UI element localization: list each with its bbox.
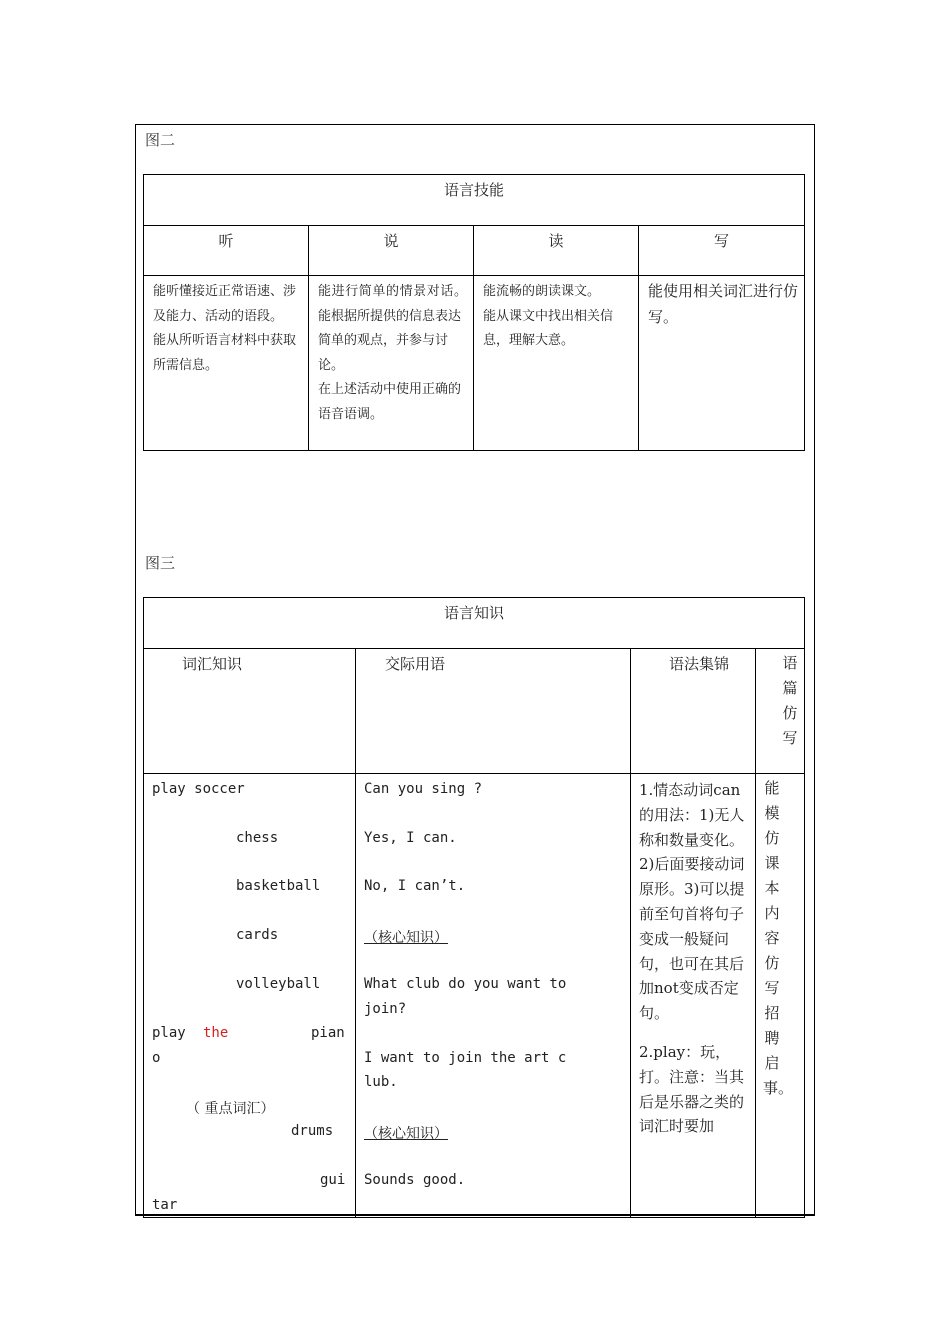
listen-cell [144,276,309,451]
vocab-cards: cards [236,927,279,943]
language-knowledge-table [143,597,805,1218]
language-skills-table [143,174,805,451]
speak-point-1: 能进行简单的情景对话。 [318,284,467,299]
header-grammar: 语法集锦 [631,649,756,774]
header-writing: 语篇仿写 [782,654,798,747]
header-write: 写 [639,226,805,276]
vocab-o: o [152,1050,161,1066]
expr-no-i-cant: No, I can’t. [364,878,466,894]
write-cell: 能使用相关词汇进行仿写。 [639,276,805,451]
vocab-gui: gui [320,1172,346,1188]
skills-title: 语言技能 [144,175,805,226]
read-point-2: 能从课文中找出相关信息，理解大意。 [483,308,614,348]
expressions-cell [356,774,631,1218]
grammar-cell [631,774,756,1218]
grammar-point-1: 1.情态动词can的用法：1)无人称和数量变化。2)后面要接动词原形。3)可以提前至句首将句子变成一般疑问句，也可在其后加not变成否定句。 [639,781,745,1023]
vocab-pian: pian [311,1025,345,1041]
vocab-the: the [203,1025,229,1041]
header-vocab: 词汇知识 [144,649,356,774]
core-knowledge-label-2: （核心知识） [364,1126,448,1142]
listen-point-2: 能从所听语言材料中获取所需信息。 [153,333,297,373]
vocab-cell [144,774,356,1218]
expr-what-club-line2: join? [364,1001,407,1017]
knowledge-title: 语言知识 [144,598,805,649]
header-listen: 听 [144,226,309,276]
header-speak: 说 [309,226,474,276]
read-cell [474,276,639,451]
read-point-1: 能流畅的朗读课文。 [483,284,601,299]
expr-sounds-good: Sounds good. [364,1172,466,1188]
vocab-key-label: （ 重点词汇） [186,1101,275,1117]
vocab-chess: chess [236,830,279,846]
expr-i-want-line1: I want to join the art c [364,1050,567,1066]
speak-cell [309,276,474,451]
vocab-tar: tar [152,1197,178,1213]
vocab-drums: drums [291,1123,334,1139]
header-read: 读 [474,226,639,276]
core-knowledge-label-1: （核心知识） [364,930,448,946]
expr-yes-i-can: Yes, I can. [364,830,457,846]
figure2-label: 图二 [145,131,176,149]
vocab-play-soccer: play soccer [152,781,245,797]
vocab-volleyball: volleyball [236,976,321,992]
expr-what-club-line1: What club do you want to [364,976,567,992]
vocab-basketball: basketball [236,878,321,894]
grammar-point-2: 2.play：玩，打。注意：当其后是乐器之类的词汇时要加 [639,1042,745,1136]
vocab-play: play [152,1025,186,1041]
expr-can-you-sing: Can you sing ? [364,781,483,797]
listen-point-1: 能听懂接近正常语速、涉及能力、活动的语段。 [153,284,297,324]
writing-cell: 能模仿课本内容仿写招聘启事。 [763,779,794,1097]
figure3-label: 图三 [145,554,176,572]
expr-i-want-line2: lub. [364,1074,398,1090]
speak-point-3: 在上述活动中使用正确的语音语调。 [318,382,462,422]
speak-point-2: 能根据所提供的信息表达简单的观点，并参与讨论。 [318,308,462,373]
header-expressions: 交际用语 [356,649,631,774]
